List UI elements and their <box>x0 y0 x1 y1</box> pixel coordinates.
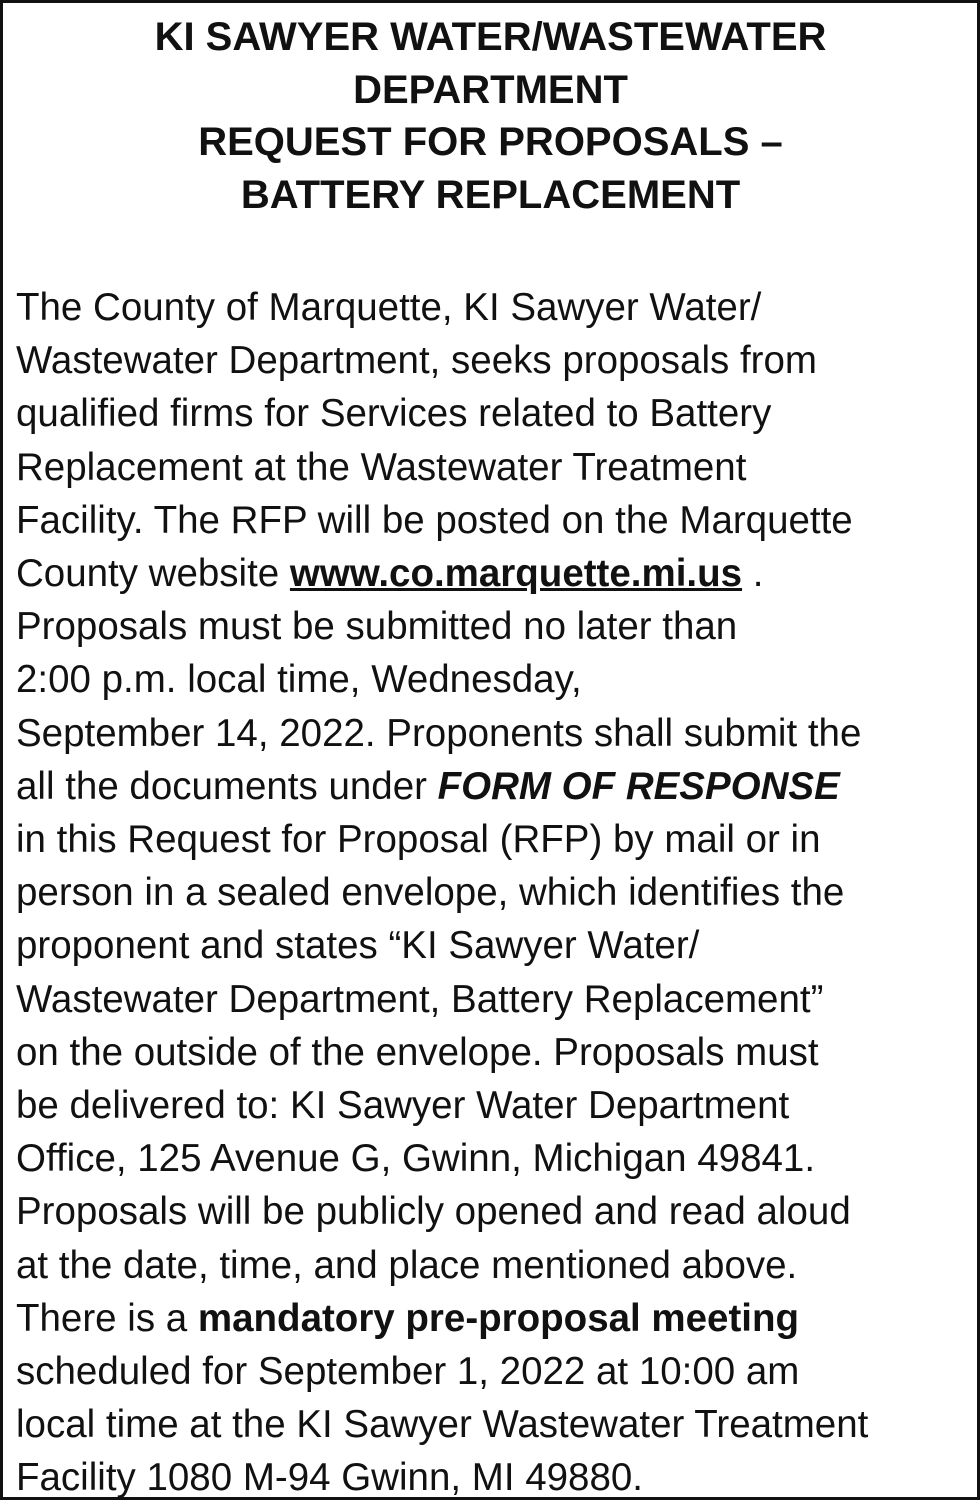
mandatory-meeting-text: mandatory pre-proposal meeting <box>197 1296 800 1340</box>
body-line: Wastewater Department, Battery Replacement” <box>16 977 824 1021</box>
body-line: 2:00 p.m. local time, Wednesday, <box>16 658 582 702</box>
heading-line-3: REQUEST FOR PROPOSALS – <box>198 120 783 164</box>
body-line-form <box>16 760 965 813</box>
body-line: Office, 125 Avenue G, Gwinn, Michigan 49841. <box>16 1137 816 1181</box>
body-line: Facility 1080 M-94 Gwinn, MI 49880. <box>16 1456 643 1500</box>
heading-line-1: KI SAWYER WATER/WASTEWATER <box>154 15 827 59</box>
website-prefix: County website <box>16 552 290 596</box>
body-line: qualified firms for Services related to Battery <box>16 392 772 436</box>
website-suffix: . <box>742 552 764 596</box>
body-line: September 14, 2022. Proponents shall submit the <box>16 711 862 755</box>
heading-line-4: BATTERY REPLACEMENT <box>240 172 741 217</box>
body-line: person in a sealed envelope, which identifies the <box>16 871 845 915</box>
body-line: proponent and states “KI Sawyer Water/ <box>16 924 700 968</box>
notice-heading <box>16 11 965 221</box>
body-line: The County of Marquette, KI Sawyer Water/ <box>16 286 762 329</box>
body-line: scheduled for September 1, 2022 at 10:00 am <box>16 1350 800 1394</box>
body-line: in this Request for Proposal (RFP) by mail or in <box>16 818 821 862</box>
body-line: Proposals must be submitted no later than <box>16 605 738 649</box>
form-prefix: all the documents under <box>16 764 438 808</box>
body-line-meeting <box>16 1292 965 1345</box>
body-line: Wastewater Department, seeks proposals from <box>16 339 817 383</box>
heading-line-2: DEPARTMENT <box>353 67 628 112</box>
county-website-link[interactable]: www.co.marquette.mi.us <box>289 552 743 596</box>
notice-body <box>16 281 965 1505</box>
meeting-prefix: There is a <box>16 1296 198 1340</box>
form-of-response-text: FORM OF RESPONSE <box>437 764 840 808</box>
body-line: local time at the KI Sawyer Wastewater Treatment <box>16 1403 869 1447</box>
body-line: Facility. The RFP will be posted on the Marquette <box>16 498 853 542</box>
body-line: at the date, time, and place mentioned above. <box>16 1243 798 1287</box>
body-line: Proposals will be publicly opened and read aloud <box>16 1190 851 1234</box>
body-line-website <box>16 547 965 600</box>
body-line: be delivered to: KI Sawyer Water Department <box>16 1084 790 1128</box>
body-line: Replacement at the Wastewater Treatment <box>16 445 747 489</box>
body-line: on the outside of the envelope. Proposals must <box>16 1030 819 1074</box>
